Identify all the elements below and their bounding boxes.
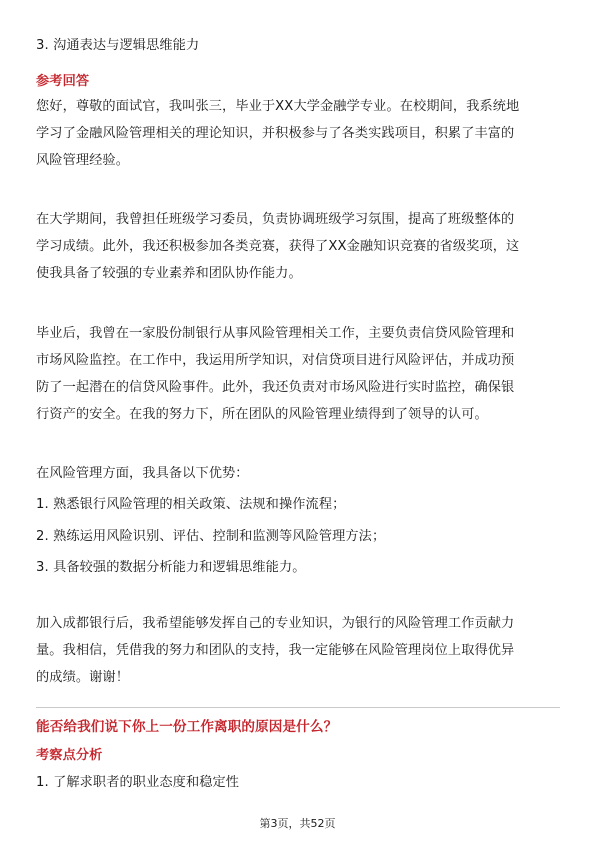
answer-p3-line4: 行资产的安全。在我的努力下，所在团队的风险管理业绩得到了领导的认可。: [36, 407, 488, 422]
answer-p2-line1: 在大学期间，我曾担任班级学习委员，负责协调班级学习氛围，提高了班级整体的: [36, 212, 515, 227]
analysis-item-1: 1. 了解求职者的职业态度和稳定性: [36, 775, 240, 790]
answer-p4-intro: 在风险管理方面，我具备以下优势：: [36, 466, 249, 481]
answer-p1-line1: 您好，尊敬的面试官，我叫张三，毕业于XX大学金融学专业。在校期间，我系统地: [36, 99, 520, 114]
answer-p5-line1: 加入成都银行后，我希望能够发挥自己的专业知识，为银行的风险管理工作贡献力: [36, 616, 515, 631]
answer-p2-line3: 使我具备了较强的专业素养和团队协作能力。: [36, 266, 302, 281]
answer-p1-line2: 学习了金融风险管理相关的理论知识，并积极参与了各类实践项目，积累了丰富的: [36, 126, 515, 141]
answer-p3-line2: 市场风险监控。在工作中，我运用所学知识，对信贷项目进行风险评估，并成功预: [36, 353, 515, 368]
answer-p2-line2: 学习成绩。此外，我还积极参加各类竞赛，获得了XX金融知识竞赛的省级奖项，这: [36, 239, 520, 254]
answer-p5-line3: 的成绩。谢谢！: [36, 670, 130, 685]
question-heading: 能否给我们说下你上一份工作离职的原因是什么？: [36, 719, 338, 735]
answer-p1-line3: 风险管理经验。: [36, 153, 130, 168]
answer-p5-line2: 量。我相信，凭借我的努力和团队的支持，我一定能够在风险管理岗位上取得优异: [36, 643, 515, 658]
list-item-top: 3. 沟通表达与逻辑思维能力: [36, 38, 200, 53]
section-divider: [36, 707, 560, 708]
answer-p4-item-2: 2. 熟练运用风险识别、评估、控制和监测等风险管理方法；: [36, 529, 386, 544]
page-footer: 第3页，共52页: [259, 817, 336, 830]
answer-label: 参考回答: [36, 74, 90, 89]
answer-p4-item-1: 1. 熟悉银行风险管理的相关政策、法规和操作流程；: [36, 497, 346, 512]
answer-p3-line1: 毕业后，我曾在一家股份制银行从事风险管理相关工作，主要负责信贷风险管理和: [36, 326, 515, 341]
answer-p3-line3: 防了一起潜在的信贷风险事件。此外，我还负责对市场风险进行实时监控，确保银: [36, 380, 515, 395]
answer-p4-item-3: 3. 具备较强的数据分析能力和逻辑思维能力。: [36, 560, 306, 575]
analysis-label: 考察点分析: [36, 748, 103, 763]
